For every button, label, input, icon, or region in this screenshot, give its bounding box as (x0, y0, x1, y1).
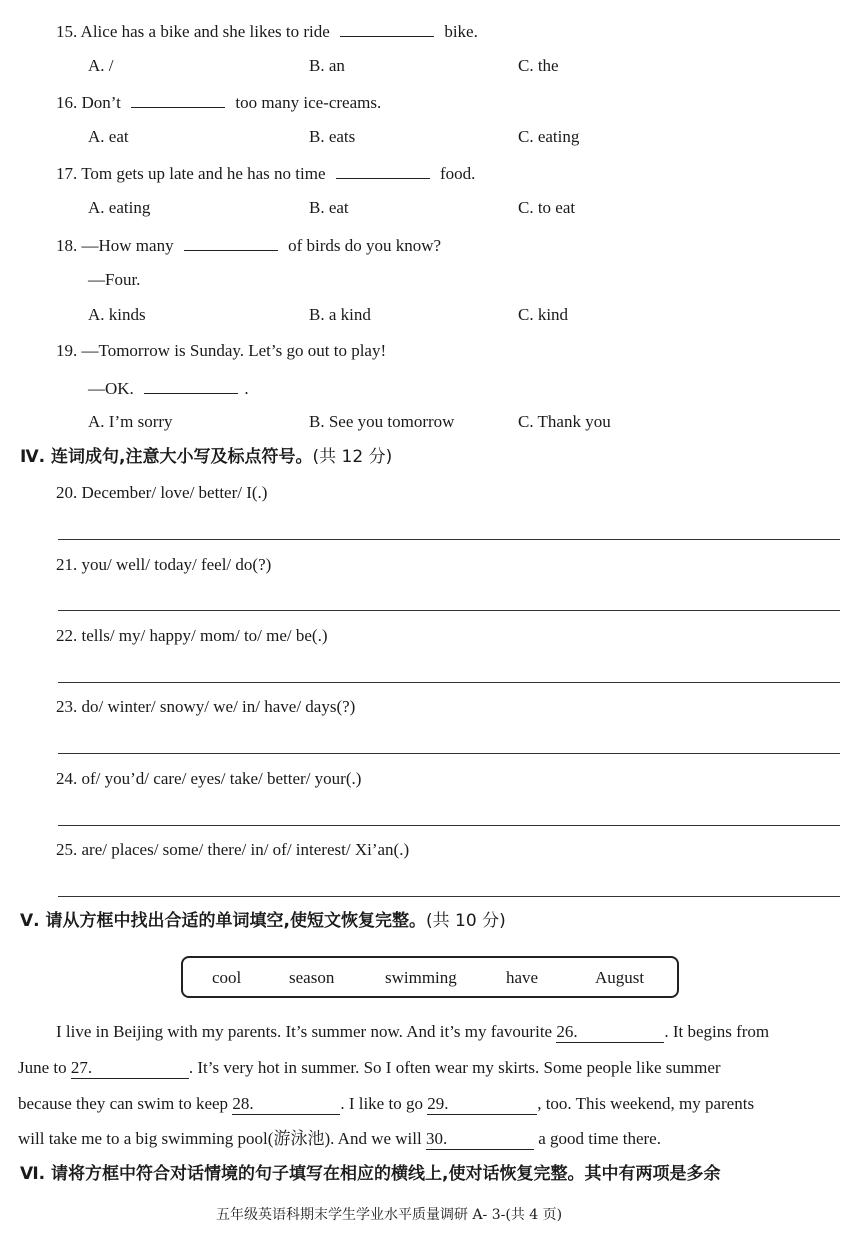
passage-text: , too. This weekend, my parents (537, 1094, 755, 1113)
passage-text: because they can swim to keep (18, 1094, 229, 1113)
answer-line[interactable] (58, 539, 840, 540)
question-15-stem-end: bike. (444, 22, 478, 41)
option-c[interactable]: C. kind (518, 305, 569, 324)
question-18-stem-end: of birds do you know? (288, 236, 442, 255)
option-a[interactable]: A. eating (88, 198, 151, 217)
blank-29[interactable] (427, 1094, 537, 1115)
word-option: cool (212, 968, 242, 987)
section-4-points: (共 12 分) (312, 447, 393, 467)
page-footer: 五年级英语科期末学生学业水平质量调研 A- 3-(共 4 页) (216, 1207, 563, 1223)
question-16 (56, 91, 381, 113)
question-19-reply-start: —OK. (88, 379, 134, 398)
passage-text: . It’s very hot in summer. So I often wear my skirts. Some people like summer (188, 1058, 721, 1077)
section-4-heading (20, 447, 392, 467)
question-21: 21. you/ well/ today/ feel/ do(?) (56, 555, 272, 574)
question-16-stem-end: too many ice-creams. (235, 93, 382, 112)
question-19-reply-end: . (244, 379, 249, 398)
question-15-stem-start: 15. Alice has a bike and she likes to ride (56, 22, 330, 41)
passage-text: . I like to go (340, 1094, 423, 1113)
word-option: have (506, 968, 539, 987)
answer-line[interactable] (58, 896, 840, 897)
word-box (181, 956, 679, 998)
blank-number: 26. (556, 1022, 578, 1041)
answer-line[interactable] (58, 610, 840, 611)
passage-line-3 (18, 1094, 754, 1115)
option-b[interactable]: B. a kind (309, 305, 371, 324)
question-19: 19. —Tomorrow is Sunday. Let’s go out to play! (56, 341, 387, 360)
blank-30[interactable] (426, 1129, 534, 1150)
question-17 (56, 162, 475, 184)
question-25: 25. are/ places/ some/ there/ in/ of/ interest/ Xi’an(.) (56, 840, 410, 859)
answer-blank[interactable] (184, 234, 278, 251)
answer-line[interactable] (58, 825, 840, 826)
word-option: swimming (385, 968, 457, 987)
passage-line-4 (18, 1129, 661, 1150)
option-c[interactable]: C. to eat (518, 198, 576, 217)
question-16-stem-start: 16. Don’t (56, 93, 121, 112)
option-a[interactable]: A. I’m sorry (88, 412, 173, 431)
question-18-reply: —Four. (88, 270, 141, 289)
blank-28[interactable] (232, 1094, 340, 1115)
option-b[interactable]: B. an (309, 56, 345, 75)
section-4-title: Ⅳ. 连词成句,注意大小写及标点符号。 (20, 447, 313, 467)
option-c[interactable]: C. Thank you (518, 412, 611, 431)
question-24: 24. of/ you’d/ care/ eyes/ take/ better/ your(.) (56, 769, 362, 788)
blank-number: 28. (232, 1094, 254, 1113)
blank-number: 30. (425, 1129, 448, 1148)
word-option: season (289, 968, 335, 987)
option-b[interactable]: B. eat (309, 198, 349, 217)
section-5-title: Ⅴ. 请从方框中找出合适的单词填空,使短文恢复完整。 (20, 911, 426, 931)
passage-text: . It begins from (664, 1022, 770, 1041)
option-a[interactable]: A. / (88, 56, 114, 75)
passage-text: a good time there. (538, 1129, 661, 1148)
question-17-stem-start: 17. Tom gets up late and he has no time (56, 164, 326, 183)
passage-line-2 (18, 1058, 721, 1079)
blank-number: 29. (427, 1094, 449, 1113)
option-a[interactable]: A. kinds (88, 305, 146, 324)
answer-line[interactable] (58, 682, 840, 683)
question-15 (56, 20, 478, 42)
option-b[interactable]: B. See you tomorrow (309, 412, 455, 431)
option-a[interactable]: A. eat (88, 127, 129, 146)
blank-26[interactable] (556, 1022, 664, 1043)
passage-text: June to (18, 1058, 67, 1077)
question-17-stem-end: food. (440, 164, 476, 183)
answer-blank[interactable] (336, 162, 430, 179)
answer-blank[interactable] (144, 377, 238, 394)
answer-blank[interactable] (131, 91, 225, 108)
option-b[interactable]: B. eats (309, 127, 356, 146)
question-18 (56, 234, 441, 256)
question-20: 20. December/ love/ better/ I(.) (56, 483, 268, 502)
section-6-heading: Ⅵ. 请将方框中符合对话情境的句子填写在相应的横线上,使对话恢复完整。其中有两项是多余 (20, 1164, 721, 1184)
blank-27[interactable] (71, 1058, 189, 1079)
answer-line[interactable] (58, 753, 840, 754)
question-23: 23. do/ winter/ snowy/ we/ in/ have/ days(?) (56, 697, 356, 716)
question-19-reply (88, 377, 249, 399)
passage-text: I live in Beijing with my parents. It’s summer now. And it’s my favourite (56, 1022, 553, 1041)
blank-number: 27. (70, 1058, 93, 1077)
question-22: 22. tells/ my/ happy/ mom/ to/ me/ be(.) (56, 626, 328, 645)
passage-text: will take me to a big swimming pool(游泳池). And we will (18, 1129, 422, 1148)
passage-line-1 (56, 1022, 769, 1043)
option-c[interactable]: C. eating (518, 127, 580, 146)
answer-blank[interactable] (340, 20, 434, 37)
section-5-heading (20, 911, 506, 931)
word-option: August (595, 968, 645, 987)
option-c[interactable]: C. the (518, 56, 559, 75)
section-5-points: (共 10 分) (426, 911, 506, 931)
question-18-stem-start: 18. —How many (56, 236, 174, 255)
